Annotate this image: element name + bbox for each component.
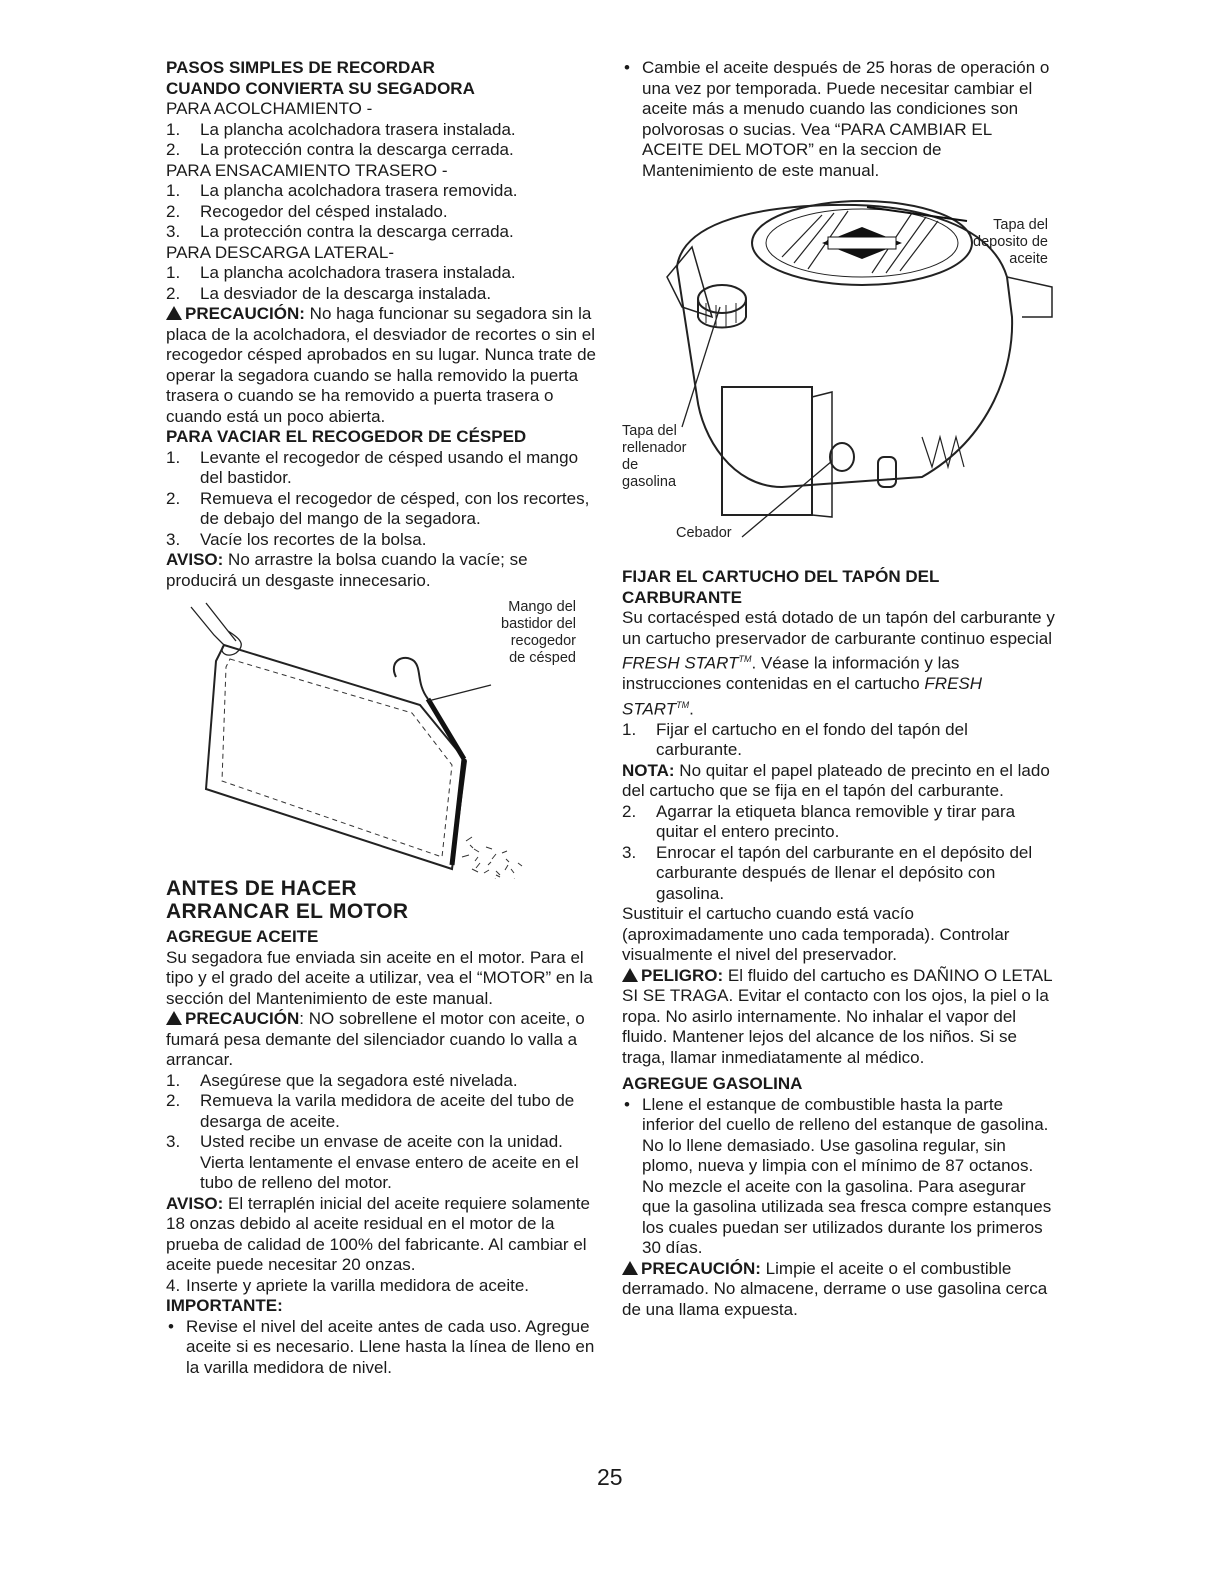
heading-fuel-cartridge: FIJAR EL CARTUCHO DEL TAPÓN DEL CARBURANTE — [622, 567, 940, 607]
list-item: • Llene el estanque de combustible hasta la parte inferior del cuello de relleno del estanque de gasolina. No lo llene demasiado. Use gasolina regular, sin plomo, nueva y limpia con el mínimo de 87 octanos. No mezcle el aceite con la gasolina. Para asegurar que la gasolina utilizada sea fresca compre estanques los cuales puedan ser utilizados durante los primeros 30 días. — [624, 1094, 1052, 1258]
list-item: 1. Levante el recogedor de césped usando el mango del bastidor. — [166, 447, 579, 487]
paragraph-oil-intro: Su segadora fue enviada sin aceite en el motor. Para el tipo y el grado del aceite a utilizar, vea el “MOTOR” en la sección del Mantenimiento de este manual. — [166, 947, 593, 1008]
list-dipstick — [166, 1276, 596, 1297]
list-item: 2. Remueva la varila medidora de aceite del tubo de desarga de aceite. — [166, 1091, 575, 1131]
list-oil-change — [622, 58, 1056, 181]
paragraph-replace-cartridge: Sustituir el cartucho cuando está vacío (aproximadamente uno cada temporada). Controlar visualmente el nivel del preservador. — [622, 904, 1010, 965]
caption-primer: Cebador — [676, 525, 732, 541]
list-item: 1. La plancha acolchadora trasera removida. — [166, 181, 518, 200]
list-item: • Revise el nivel del aceite antes de cada uso. Agregue aceite si es necesario. Llene hasta la línea de lleno en la varilla medidora de nivel. — [168, 1316, 595, 1377]
warning-icon — [166, 1011, 182, 1025]
list-item: 1. La plancha acolchadora trasera instalada. — [166, 119, 516, 139]
heading-empty-catcher: PARA VACIAR EL RECOGEDOR DE CÉSPED — [166, 427, 527, 446]
warning-icon — [166, 306, 182, 320]
heading-add-oil: AGREGUE ACEITE — [166, 927, 319, 946]
list-item: 3. Usted recibe un envase de aceite con la unidad. Vierta lentamente el envase entero de aceite en el tubo de relleno del motor. — [166, 1132, 579, 1192]
heading-steps: PASOS SIMPLES DE RECORDAR — [166, 58, 435, 77]
subheading-mulching: PARA ACOLCHAMIENTO - — [166, 99, 373, 118]
list-item: 4. Inserte y apriete la varilla medidora de aceite. — [166, 1275, 530, 1295]
figure-caption-handle: Mango del bastidor del recogedor de césped — [501, 599, 576, 666]
nota-paragraph: NOTA: No quitar el papel plateado de precinto en el lado del cartucho que se fija en el tapón del carburante. — [622, 760, 1050, 801]
list-item: 3. Vacíe los recortes de la bolsa. — [166, 529, 427, 549]
danger-paragraph: PELIGRO: El fluido del cartucho es DAÑINO O LETAL SI SE TRAGA. Evitar el contacto con los ojos, la piel o la ropa. No asirlo internamente. No inhalar el vapor del fluido. Mantener lejos del alcance de los niños. Si se traga, llamar inmediatamente al médico. — [622, 965, 1052, 1067]
caution-paragraph: PRECAUCIÓN: No haga funcionar su segadora sin la placa de la acolchadora, el desviador de recortes o sin el recogedor césped aprobados en su lugar. Nunca trate de operar la segadora cuando se halla removido la puerta trasera o cuando se ha removido a puerta trasera o cuando está un poco abierta. — [166, 304, 597, 426]
caution-oil: PRECAUCIÓN: NO sobrellene el motor con aceite, o fumará pesa demante del silenciador cuando lo valla a arrancar. — [166, 1009, 585, 1069]
list-item: 2. Agarrar la etiqueta blanca removible y tirar para quitar el entero precinto. — [622, 801, 1016, 842]
list-rear-bagging — [166, 181, 596, 243]
list-item: • Cambie el aceite después de 25 horas de operación o una vez por temporada. Puede necesitar cambiar el aceite más a menudo cuando las condiciones son polvorosas o sucias. Vea “PARA CAMBIAR EL ACEITE DEL MOTOR” en la seccion de Mantenimiento de este manual. — [624, 58, 1050, 180]
warning-icon — [622, 968, 638, 982]
page-number: 25 — [597, 1464, 623, 1490]
heading-important: IMPORTANTE: — [166, 1296, 283, 1315]
list-item: 2. La desviador de la descarga instalada. — [166, 283, 492, 303]
caution-fuel: PRECAUCIÓN: Limpie el aceite o el combustible derramado. No almacene, derrame o use gasolina cerca de una llama expuesta. — [622, 1258, 1048, 1319]
heading-add-fuel: AGREGUE GASOLINA — [622, 1074, 803, 1094]
caption-fuel-cap: Tapa del rellenador de gasolina — [622, 423, 687, 490]
list-item: 3. Enrocar el tapón del carburante en el depósito del carburante después de llenar el depósito con gasolina. — [622, 842, 1033, 903]
caption-oil-cap: Tapa del deposito de aceite — [973, 217, 1048, 267]
engine-figure — [622, 187, 1056, 555]
list-item: 1. Asegúrese que la segadora esté nivelada. — [166, 1070, 518, 1090]
list-mulching — [166, 120, 596, 161]
list-item: 1. Fijar el cartucho en el fondo del tapón del carburante. — [622, 719, 968, 760]
list-item: 2. La protección contra la descarga cerrada. — [166, 140, 514, 159]
list-item: 1. La plancha acolchadora trasera instalada. — [166, 263, 516, 282]
grass-catcher-figure — [166, 601, 596, 879]
paragraph-fuel-cartridge: Su cortacésped está dotado de un tapón del carburante y un cartucho preservador de carburante continuo especial FRESH START™. Véase la información y las instrucciones contenidas en el cartucho FRESH START™. — [622, 608, 1055, 719]
list-side-discharge — [166, 263, 596, 304]
section-title-before-starting-2: ARRANCAR EL MOTOR — [166, 900, 409, 923]
heading-steps-2: CUANDO CONVIERTA SU SEGADORA — [166, 78, 475, 98]
list-item: 2. Recogedor del césped instalado. — [166, 201, 448, 221]
list-item: 3. La protección contra la descarga cerrada. — [166, 222, 514, 241]
list-add-fuel — [622, 1095, 1056, 1259]
list-empty-catcher — [166, 448, 596, 551]
warning-icon — [622, 1261, 638, 1275]
list-cartridge-1 — [622, 720, 1056, 761]
aviso-paragraph: AVISO: No arrastre la bolsa cuando la vacíe; se producirá un desgaste innecesario. — [166, 550, 528, 590]
list-add-oil — [166, 1071, 596, 1194]
list-important — [166, 1317, 596, 1379]
aviso-oil: AVISO: El terraplén inicial del aceite requiere solamente 18 onzas debido al aceite residual en el motor de la prueba de calidad de 100% del fabricante. Al cambiar el aceite puede necesitar 20 onzas. — [166, 1193, 590, 1274]
section-title-before-starting: ANTES DE HACER — [166, 877, 357, 900]
right-column — [622, 58, 1056, 1320]
left-column — [166, 58, 596, 1378]
subheading-rear-bagging: PARA ENSACAMIENTO TRASERO - — [166, 160, 448, 180]
list-cartridge-2 — [622, 802, 1056, 905]
list-item: 2. Remueva el recogedor de césped, con los recortes, de debajo del mango de la segadora. — [166, 488, 590, 528]
subheading-side-discharge: PARA DESCARGA LATERAL- — [166, 242, 394, 262]
